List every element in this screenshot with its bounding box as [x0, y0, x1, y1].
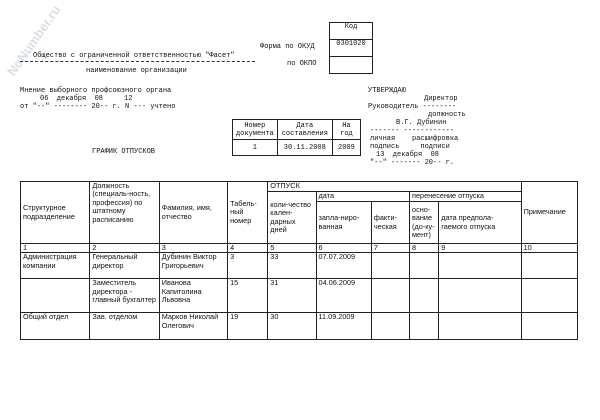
row-tab: 15 — [228, 279, 268, 313]
approve-name-value: В.Г. Дубинин — [396, 119, 447, 127]
header-tab: Табель-ный номер — [228, 182, 268, 244]
approve-sign-caption1: личная расшифровка — [370, 135, 459, 143]
row-name: Дубинин Виктор Григорьевич — [159, 253, 227, 279]
okud-label: Форма по ОКУД — [260, 43, 315, 51]
okpo-value — [330, 57, 373, 74]
col-number: 10 — [521, 244, 577, 253]
header-days: коли-чество кален-дарных дней — [268, 192, 316, 244]
header-date: дата — [316, 192, 410, 202]
row-days: 33 — [268, 253, 316, 279]
approve-sign-caption2: подпись подписи — [370, 143, 450, 151]
doc-number: 1 — [233, 140, 278, 156]
doc-date: 30.11.2008 — [277, 140, 332, 156]
document-title: ГРАФИК ОТПУСКОВ — [92, 148, 156, 156]
approve-date-value: 13 декабря 08 — [376, 151, 440, 159]
col-number: 7 — [371, 244, 409, 253]
col-number: 6 — [316, 244, 371, 253]
header-actual: факти-ческая — [371, 202, 409, 244]
row-days: 31 — [268, 279, 316, 313]
row-planned: 07.07.2009 — [316, 253, 371, 279]
header-transfer: перенесение отпуска — [410, 192, 522, 202]
doc-year: 2009 — [332, 140, 360, 156]
col-number: 3 — [159, 244, 227, 253]
header-position: Должность (специаль-ность, профессия) по штатному расписанию — [90, 182, 159, 244]
table-row — [21, 313, 578, 340]
table-row — [21, 253, 578, 279]
okud-value: 0301020 — [330, 40, 373, 57]
row-tab: 3 — [228, 253, 268, 279]
row-unit: Администрация компании — [21, 253, 90, 279]
org-caption: наименование организации — [86, 67, 187, 75]
approve-position-caption: должность — [428, 111, 466, 119]
header-expected: дата предпола-гаемого отпуска — [439, 202, 521, 244]
row-position: Генеральный директор — [90, 253, 159, 279]
row-position: Заместитель директора - главный бухгалтер — [90, 279, 159, 313]
doc-header-number: Номер документа — [233, 120, 278, 140]
union-line1: Мнение выборного профсоюзного органа — [20, 87, 172, 95]
vacation-table — [20, 181, 578, 340]
doc-table — [232, 119, 361, 156]
row-unit — [21, 279, 90, 313]
row-planned: 11.09.2009 — [316, 313, 371, 340]
col-number: 1 — [21, 244, 90, 253]
codes-table — [329, 22, 373, 74]
col-number: 5 — [268, 244, 316, 253]
codes-header: Код — [330, 23, 373, 40]
header-basis: осно-вание (до-ку-мент) — [410, 202, 439, 244]
union-line2: 06 декабря 08 12 — [40, 95, 133, 103]
approve-position-value: Директор — [424, 95, 458, 103]
row-unit: Общий отдел — [21, 313, 90, 340]
doc-header-date: Дата составления — [277, 120, 332, 140]
header-planned: запла-ниро-ванная — [316, 202, 371, 244]
col-number: 8 — [410, 244, 439, 253]
row-days: 30 — [268, 313, 316, 340]
row-name: Иванова Капитолина Львовна — [159, 279, 227, 313]
org-name: Общество с ограниченной ответственностью "Фасет" — [33, 52, 235, 60]
col-number: 4 — [228, 244, 268, 253]
approve-date-line: "--" ------- 20-- г. — [370, 159, 455, 167]
row-planned: 04.06.2009 — [316, 279, 371, 313]
approve-sign-line: ------- ------------ — [370, 127, 455, 135]
header-name: Фамилия, имя, отчество — [159, 182, 227, 244]
approve-position-line: Руководитель -------- — [368, 103, 457, 111]
approve-title: УТВЕРЖДАЮ — [368, 87, 406, 95]
table-row — [21, 279, 578, 313]
header-unit: Структурное подразделение — [21, 182, 90, 244]
union-line3: от "--" -------- 20-- г. N --- учтено — [20, 103, 176, 111]
org-underline — [20, 61, 255, 62]
row-position: Зав. отделом — [90, 313, 159, 340]
watermark: NoNumber.ru — [4, 2, 64, 79]
row-name: Марков Николай Олегович — [159, 313, 227, 340]
doc-header-year: На год — [332, 120, 360, 140]
header-vacation: ОТПУСК — [268, 182, 521, 192]
row-tab: 19 — [228, 313, 268, 340]
header-note: Примечание — [521, 182, 577, 244]
col-number: 9 — [439, 244, 521, 253]
col-number: 2 — [90, 244, 159, 253]
okpo-label: по ОКПО — [287, 60, 317, 68]
